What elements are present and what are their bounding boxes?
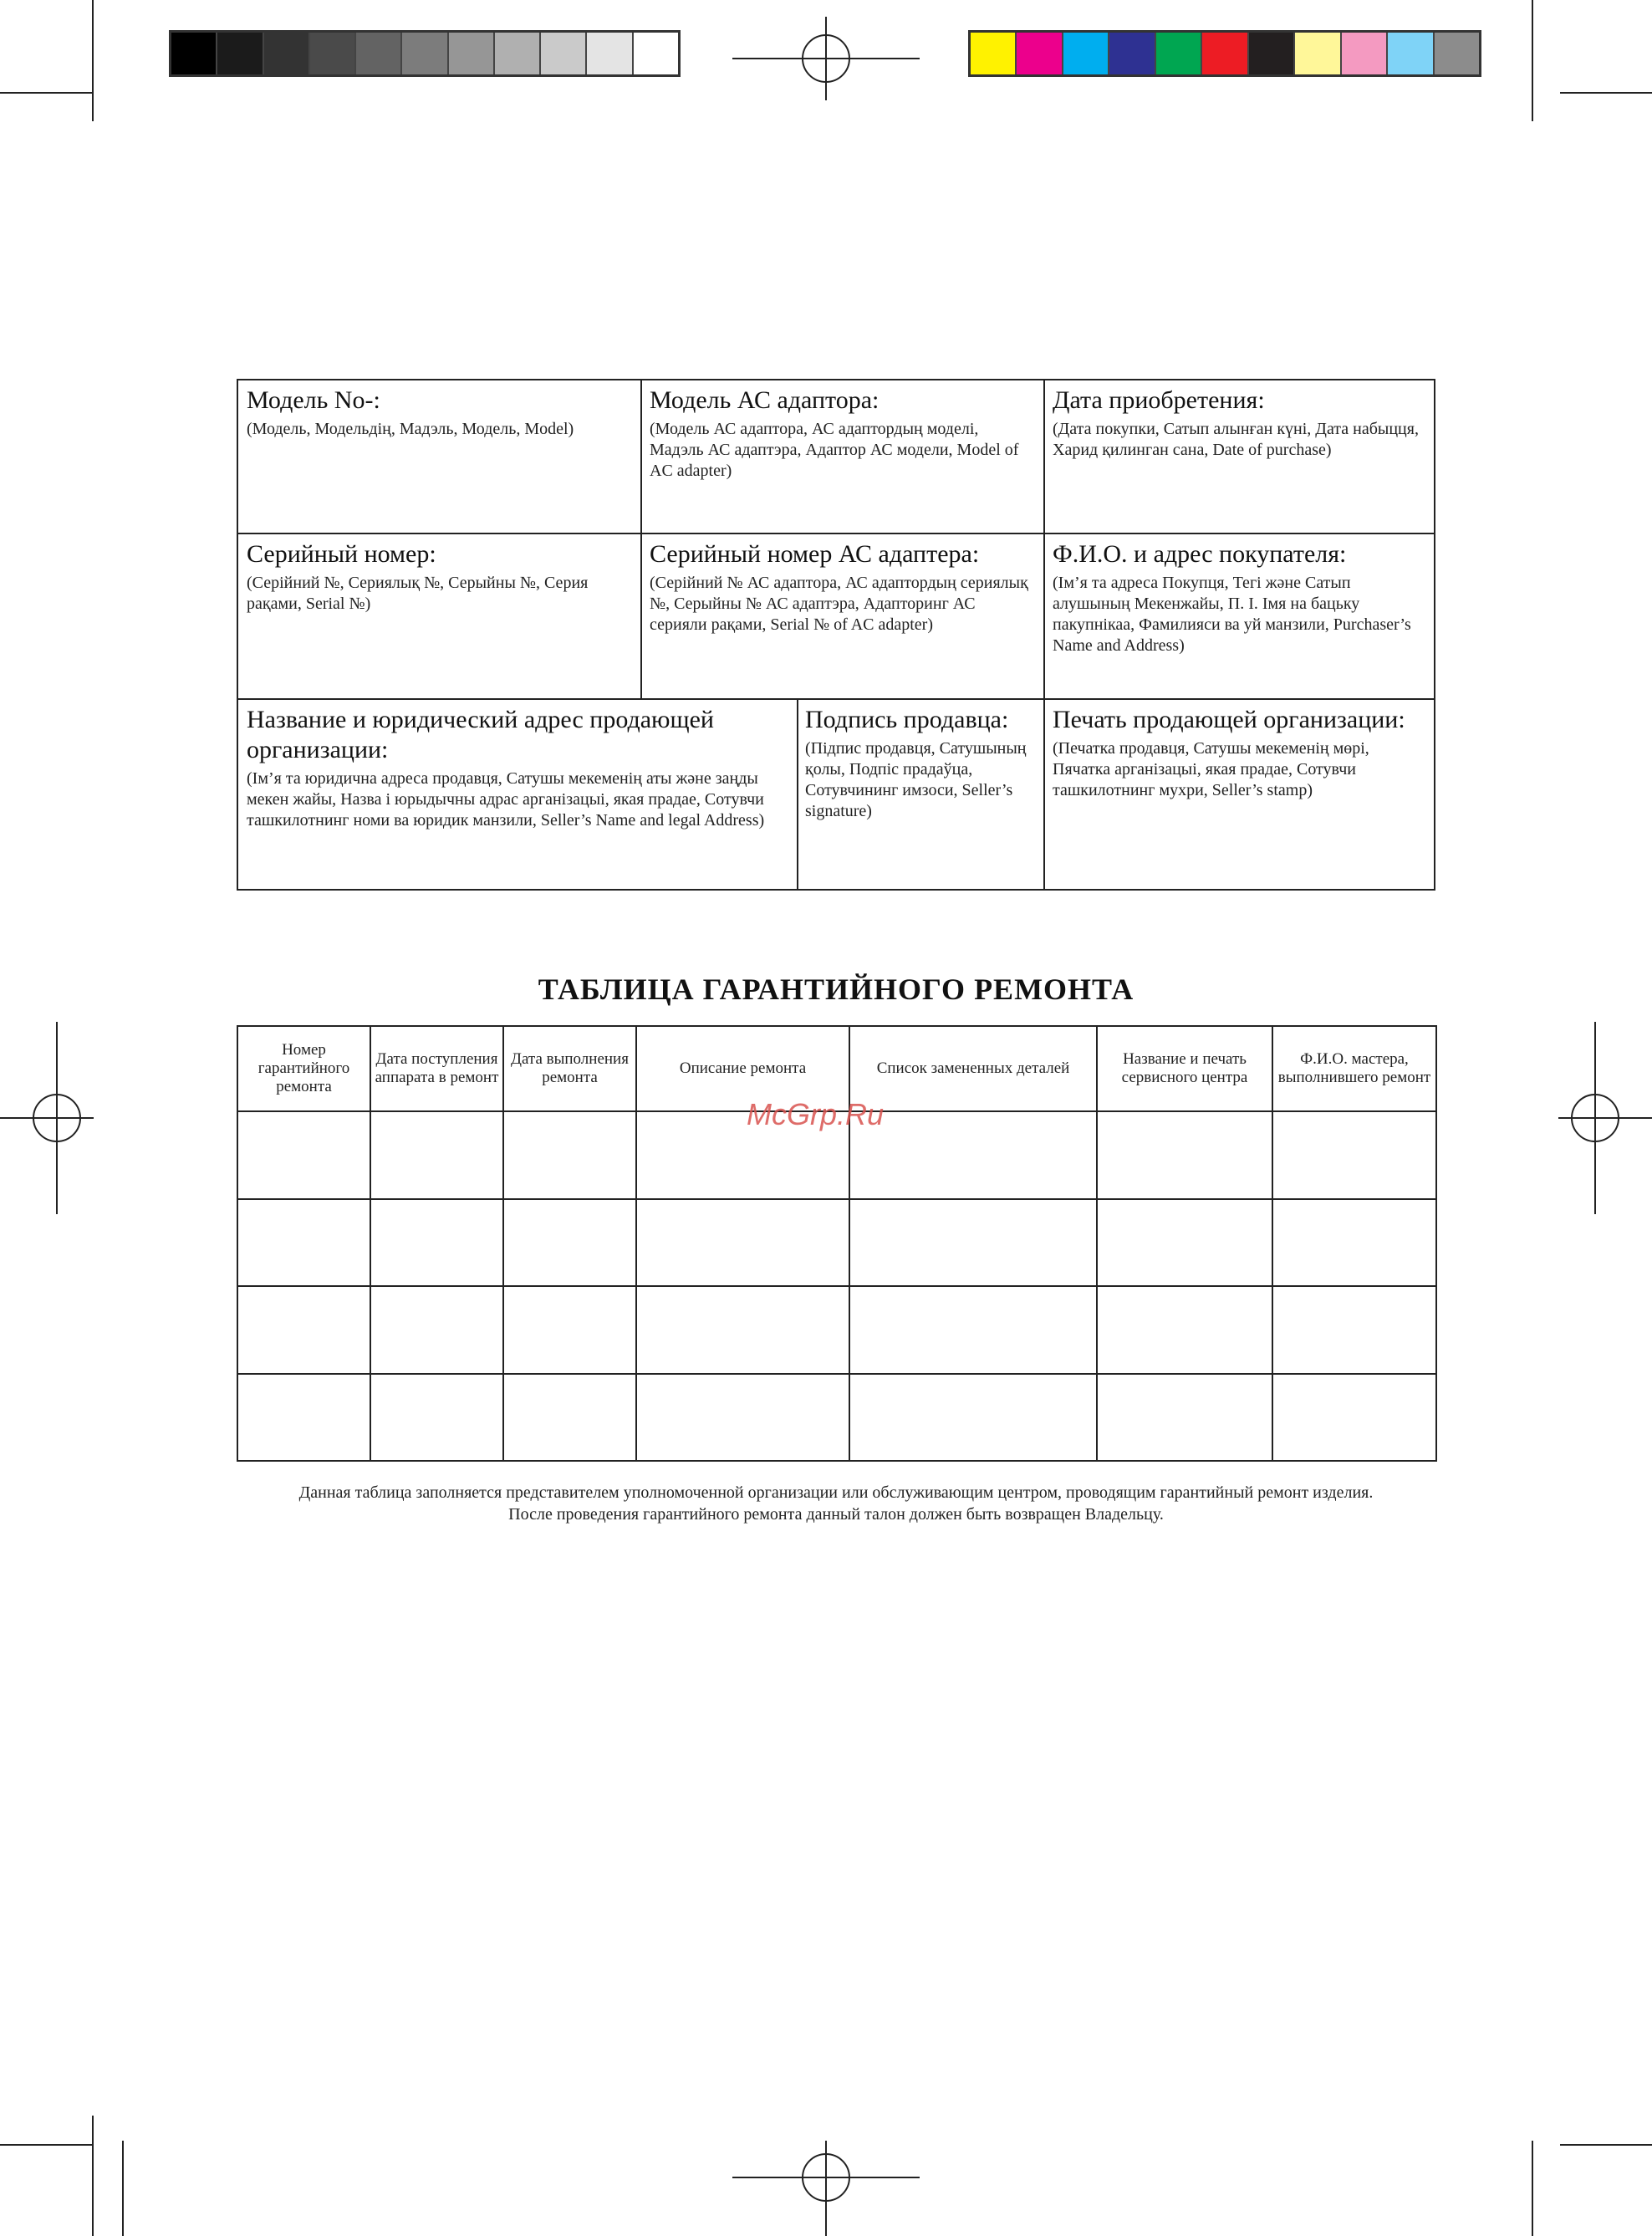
seller-sign-subtitle: (Підпис продавця, Сатушының қолы, Подпіс прадаўца, Сотувчининг имзоси, Seller’s signature) bbox=[805, 739, 1027, 820]
footnote bbox=[201, 1482, 1471, 1525]
repair-entry-cell[interactable] bbox=[237, 1286, 370, 1374]
color-swatch bbox=[1156, 33, 1202, 74]
repair-entry-cell[interactable] bbox=[1272, 1199, 1436, 1287]
adapter-serial-subtitle: (Серійний № АС адаптора, АС адаптордың сериялық №, Серыйны № АС адаптэра, Адапторинг АС серияли рақами, Serial № of AC adapter) bbox=[650, 574, 1028, 634]
seller-stamp-cell[interactable] bbox=[1044, 700, 1434, 891]
adapter-serial-title: Серийный номер АС адаптера: bbox=[650, 540, 980, 568]
repair-entry-cell[interactable] bbox=[370, 1374, 503, 1462]
color-swatch bbox=[1249, 33, 1295, 74]
repair-table bbox=[237, 1025, 1437, 1462]
seller-sign-title: Подпись продавца: bbox=[805, 706, 1009, 733]
table-row bbox=[237, 1199, 1436, 1287]
repair-entry-cell[interactable] bbox=[849, 1199, 1097, 1287]
registration-mark-left bbox=[0, 1022, 94, 1214]
registration-mark-right bbox=[1558, 1022, 1652, 1214]
color-swatch bbox=[1017, 33, 1063, 74]
repair-entry-cell[interactable] bbox=[1097, 1286, 1272, 1374]
gray-swatch bbox=[402, 33, 448, 74]
seller-stamp-title: Печать продающей организации: bbox=[1053, 706, 1405, 733]
grayscale-bar bbox=[169, 30, 681, 77]
purchase-date-subtitle: (Дата покупки, Сатып алынған күні, Дата набыцця, Харид қилинган сана, Date of purchase) bbox=[1053, 420, 1419, 459]
gray-swatch bbox=[264, 33, 310, 74]
serial-cell[interactable] bbox=[238, 534, 641, 700]
col-repair-number: Номер гарантийного ремонта bbox=[237, 1026, 370, 1111]
buyer-cell[interactable] bbox=[1044, 534, 1434, 700]
table-row bbox=[237, 1286, 1436, 1374]
gray-swatch bbox=[356, 33, 402, 74]
adapter-model-subtitle: (Модель АС адаптора, АС адаптордың моделі, Мадэль АС адаптэра, Адаптор АС модели, Model of AC adapter) bbox=[650, 420, 1019, 480]
repair-entry-cell[interactable] bbox=[1272, 1286, 1436, 1374]
col-repair-description: Описание ремонта bbox=[636, 1026, 849, 1111]
repair-entry-cell[interactable] bbox=[237, 1374, 370, 1462]
repair-entry-cell[interactable] bbox=[1097, 1374, 1272, 1462]
table-row bbox=[237, 1374, 1436, 1462]
color-swatch bbox=[1388, 33, 1434, 74]
seller-org-subtitle: (Ім’я та юридична адреса продавця, Сатушы мекеменің аты және заңды мекен жайы, Назва і юрыдычны адрас арганізацыі, якая прадае, Сотувчи ташкилотнинг номи ва юридик манзили, Seller’s Name and legal Address) bbox=[247, 769, 765, 830]
form-divider bbox=[797, 699, 798, 889]
col-received-date: Дата поступления аппарата в ремонт bbox=[370, 1026, 503, 1111]
repair-entry-cell[interactable] bbox=[1097, 1199, 1272, 1287]
repair-entry-cell[interactable] bbox=[503, 1286, 636, 1374]
col-technician: Ф.И.О. мастера, выполнившего ремонт bbox=[1272, 1026, 1436, 1111]
adapter-model-title: Модель АС адаптора: bbox=[650, 386, 880, 414]
color-swatch bbox=[1342, 33, 1388, 74]
repair-entry-cell[interactable] bbox=[370, 1199, 503, 1287]
repair-entry-cell[interactable] bbox=[1272, 1374, 1436, 1462]
warranty-info-form bbox=[237, 379, 1435, 891]
col-replaced-parts: Список замененных деталей bbox=[849, 1026, 1097, 1111]
gray-swatch bbox=[171, 33, 217, 74]
color-swatch bbox=[1435, 33, 1479, 74]
repair-entry-cell[interactable] bbox=[237, 1111, 370, 1199]
repair-entry-cell[interactable] bbox=[370, 1111, 503, 1199]
color-bar bbox=[968, 30, 1481, 77]
purchase-date-cell[interactable] bbox=[1044, 380, 1434, 534]
gray-swatch bbox=[634, 33, 678, 74]
gray-swatch bbox=[541, 33, 587, 74]
col-completed-date: Дата выполнения ремонта bbox=[503, 1026, 636, 1111]
repair-entry-cell[interactable] bbox=[849, 1286, 1097, 1374]
seller-stamp-subtitle: (Печатка продавця, Сатушы мекеменің мөрі, Пячатка арганізацыі, якая прадае, Сотувчи ташкилотнинг мухри, Seller’s stamp) bbox=[1053, 739, 1369, 799]
model-title: Модель No-: bbox=[247, 386, 380, 414]
repair-entry-cell[interactable] bbox=[237, 1199, 370, 1287]
seller-org-title: Название и юридический адрес продающей организации: bbox=[247, 706, 714, 763]
model-subtitle: (Модель, Модельдің, Мадэль, Модель, Model) bbox=[247, 420, 574, 438]
color-swatch bbox=[1063, 33, 1109, 74]
seller-sign-cell[interactable] bbox=[797, 700, 1044, 891]
gray-swatch bbox=[449, 33, 495, 74]
repair-entry-cell[interactable] bbox=[636, 1374, 849, 1462]
form-divider bbox=[238, 533, 1434, 534]
footnote-line-1: Данная таблица заполняется представителем уполномоченной организации или обслуживающим центром, проводящим гарантийный ремонт изделия. bbox=[298, 1483, 1374, 1502]
repair-entry-cell[interactable] bbox=[1272, 1111, 1436, 1199]
form-divider bbox=[1043, 380, 1045, 889]
gray-swatch bbox=[310, 33, 356, 74]
watermark: McGrp.Ru bbox=[747, 1097, 885, 1131]
col-service-center: Название и печать сервисного центра bbox=[1097, 1026, 1272, 1111]
adapter-serial-cell[interactable] bbox=[641, 534, 1044, 700]
registration-mark-bottom bbox=[732, 2141, 920, 2236]
purchase-date-title: Дата приобретения: bbox=[1053, 386, 1265, 414]
repair-entry-cell[interactable] bbox=[503, 1199, 636, 1287]
color-swatch bbox=[1202, 33, 1248, 74]
color-swatch bbox=[1295, 33, 1341, 74]
repair-entry-cell[interactable] bbox=[370, 1286, 503, 1374]
serial-subtitle: (Серійний №, Сериялық №, Серыйны №, Серия рақами, Serial №) bbox=[247, 574, 589, 613]
repair-entry-cell[interactable] bbox=[1097, 1111, 1272, 1199]
gray-swatch bbox=[495, 33, 541, 74]
model-cell[interactable] bbox=[238, 380, 641, 534]
serial-title: Серийный номер: bbox=[247, 540, 436, 568]
repair-entry-cell[interactable] bbox=[849, 1111, 1097, 1199]
repair-entry-cell[interactable] bbox=[849, 1374, 1097, 1462]
color-swatch bbox=[971, 33, 1017, 74]
color-swatch bbox=[1109, 33, 1155, 74]
footnote-line-2: После проведения гарантийного ремонта данный талон должен быть возвращен Владельцу. bbox=[508, 1505, 1164, 1524]
registration-mark-top bbox=[732, 17, 920, 100]
repair-entry-cell[interactable] bbox=[636, 1286, 849, 1374]
form-divider bbox=[640, 380, 642, 699]
seller-org-cell[interactable] bbox=[238, 700, 797, 891]
gray-swatch bbox=[587, 33, 633, 74]
repair-entry-cell[interactable] bbox=[636, 1199, 849, 1287]
repair-table-title: ТАБЛИЦА ГАРАНТИЙНОГО РЕМОНТА bbox=[538, 973, 1134, 1006]
repair-entry-cell[interactable] bbox=[503, 1111, 636, 1199]
repair-entry-cell[interactable] bbox=[503, 1374, 636, 1462]
adapter-model-cell[interactable] bbox=[641, 380, 1044, 534]
buyer-title: Ф.И.О. и адрес покупателя: bbox=[1053, 540, 1347, 568]
buyer-subtitle: (Ім’я та адреса Покупця, Тегі және Сатып алушының Мекенжайы, П. І. Імя на бацьку пакупнікаа, Фамилияси ва уй манзили, Purchaser’s Name and Address) bbox=[1053, 574, 1411, 655]
gray-swatch bbox=[217, 33, 263, 74]
form-divider bbox=[238, 698, 1434, 700]
